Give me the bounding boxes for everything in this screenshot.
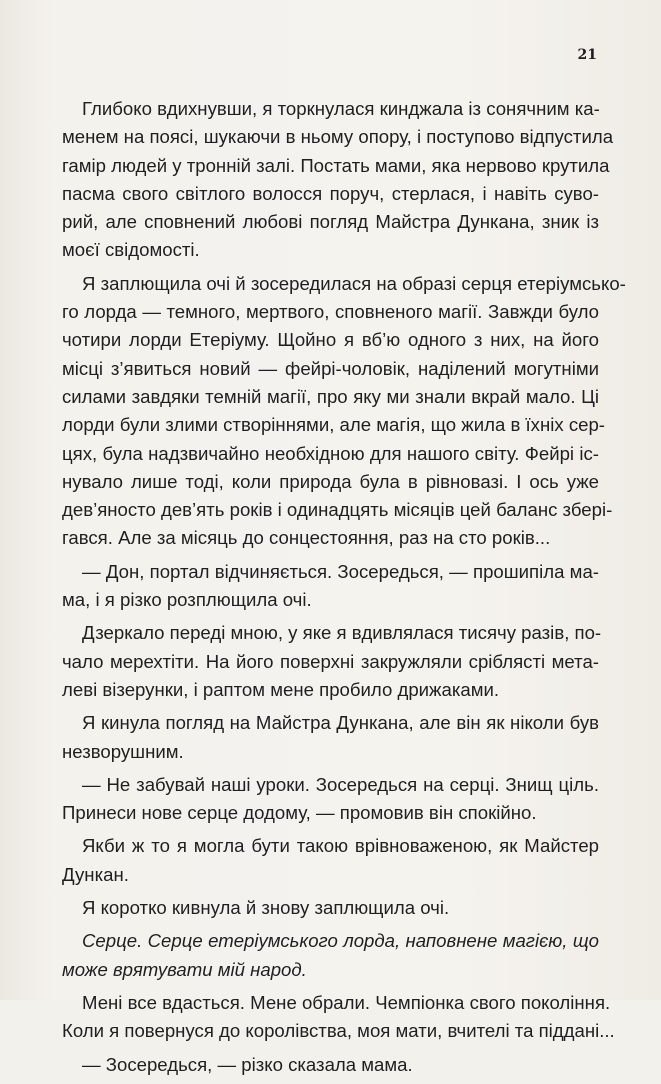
text-line: Принеси нове серце додому, — промовив він спокійно. xyxy=(62,802,537,824)
text-line: Мені все вдасться. Мене обрали. Чемпіонка свого покоління. xyxy=(82,991,611,1013)
paragraph xyxy=(62,558,599,615)
text-line: леві візерунки, і раптом мене пробило дрижаками. xyxy=(62,678,500,700)
text-line: — Зосередься, — різко сказала мама. xyxy=(82,1053,413,1075)
paragraph xyxy=(62,927,599,984)
page-number: 21 xyxy=(577,47,597,63)
text-line: — Дон, портал відчиняється. Зосередься, — прошипіла ма- xyxy=(82,560,599,582)
text-line: ма, і я різко розплющила очі. xyxy=(62,589,312,611)
text-line: може врятувати мій народ. xyxy=(62,958,307,980)
paragraph xyxy=(62,1051,599,1079)
paragraph xyxy=(62,832,599,889)
text-line: чало мерехтіти. На його поверхні закружляли сріблясті мета- xyxy=(62,650,599,672)
text-line: Коли я повернуся до королівства, моя мати, вчителі та піддані... xyxy=(62,1020,615,1042)
text-line: Я коротко кивнула й знову заплющила очі. xyxy=(82,897,450,919)
text-line: Глибоко вдихнувши, я торкнулася кинджала із сонячним ка- xyxy=(82,98,600,119)
text-line: Я кинула погляд на Майстра Дункана, але він як ніколи був xyxy=(82,712,599,734)
text-line: Дзеркало переді мною, у яке я вдивлялася тисячу разів, по- xyxy=(82,622,602,644)
text-line: нувало лише тоді, коли природа була в рівновазі. І ось уже xyxy=(62,470,599,492)
text-line: гамір людей у тронній залі. Постать мами, яка нервово крутила xyxy=(62,154,610,176)
text-line: чотири лорди Етеріуму. Щойно я вб’ю одного з них, на його xyxy=(62,329,599,351)
text-line: Я заплющила очі й зосередилася на образі серця етеріумсько- xyxy=(82,272,626,294)
paragraph xyxy=(62,709,599,766)
paragraph xyxy=(62,771,599,828)
text-line: рий, але сповнений любові погляд Майстра Дункана, зник із xyxy=(62,211,599,233)
text-line: Дункан. xyxy=(62,863,129,885)
text-line: силами завдяки темній магії, про яку ми знали вкрай мало. Ці xyxy=(62,385,599,407)
text-line: гався. Але за місяць до сонцестояння, раз на сто років... xyxy=(62,527,551,549)
text-line: лорди були злими створіннями, але магія, що жила в їхніх сер- xyxy=(62,414,605,436)
text-line: — Не забувай наші уроки. Зосередься на серці. Знищ ціль. xyxy=(82,773,599,795)
text-line: менем на поясі, шукаючи в ньому опору, і поступово відпустила xyxy=(62,126,614,148)
text-line: Серце. Серце етеріумського лорда, наповнене магією, що xyxy=(82,930,599,952)
paragraph xyxy=(62,894,599,922)
text-line: Якби ж то я могла бути такою врівноваженою, як Майстер xyxy=(82,835,599,857)
text-line: го лорда — темного, мертвого, сповненого магії. Завжди було xyxy=(62,301,599,323)
text-line: пасма свого світлого волосся поруч, стерлася, і навіть суво- xyxy=(62,182,599,204)
text-line: цях, була надзвичайно необхідною для нашого світу. Фейрі іс- xyxy=(62,442,599,464)
text-line: незворушним. xyxy=(62,740,184,762)
paragraph xyxy=(62,95,614,265)
text-line: моєї свідомості. xyxy=(62,239,200,261)
paragraph xyxy=(62,619,602,704)
body-text xyxy=(62,95,626,1084)
text-line: дев’яносто дев’ять років і одинадцять місяців цей баланс зберi- xyxy=(62,499,613,521)
paragraph xyxy=(62,270,626,553)
text-line: місці з’явиться новий — фейрі-чоловік, наділений могутніми xyxy=(62,357,599,379)
paragraph xyxy=(62,989,615,1046)
